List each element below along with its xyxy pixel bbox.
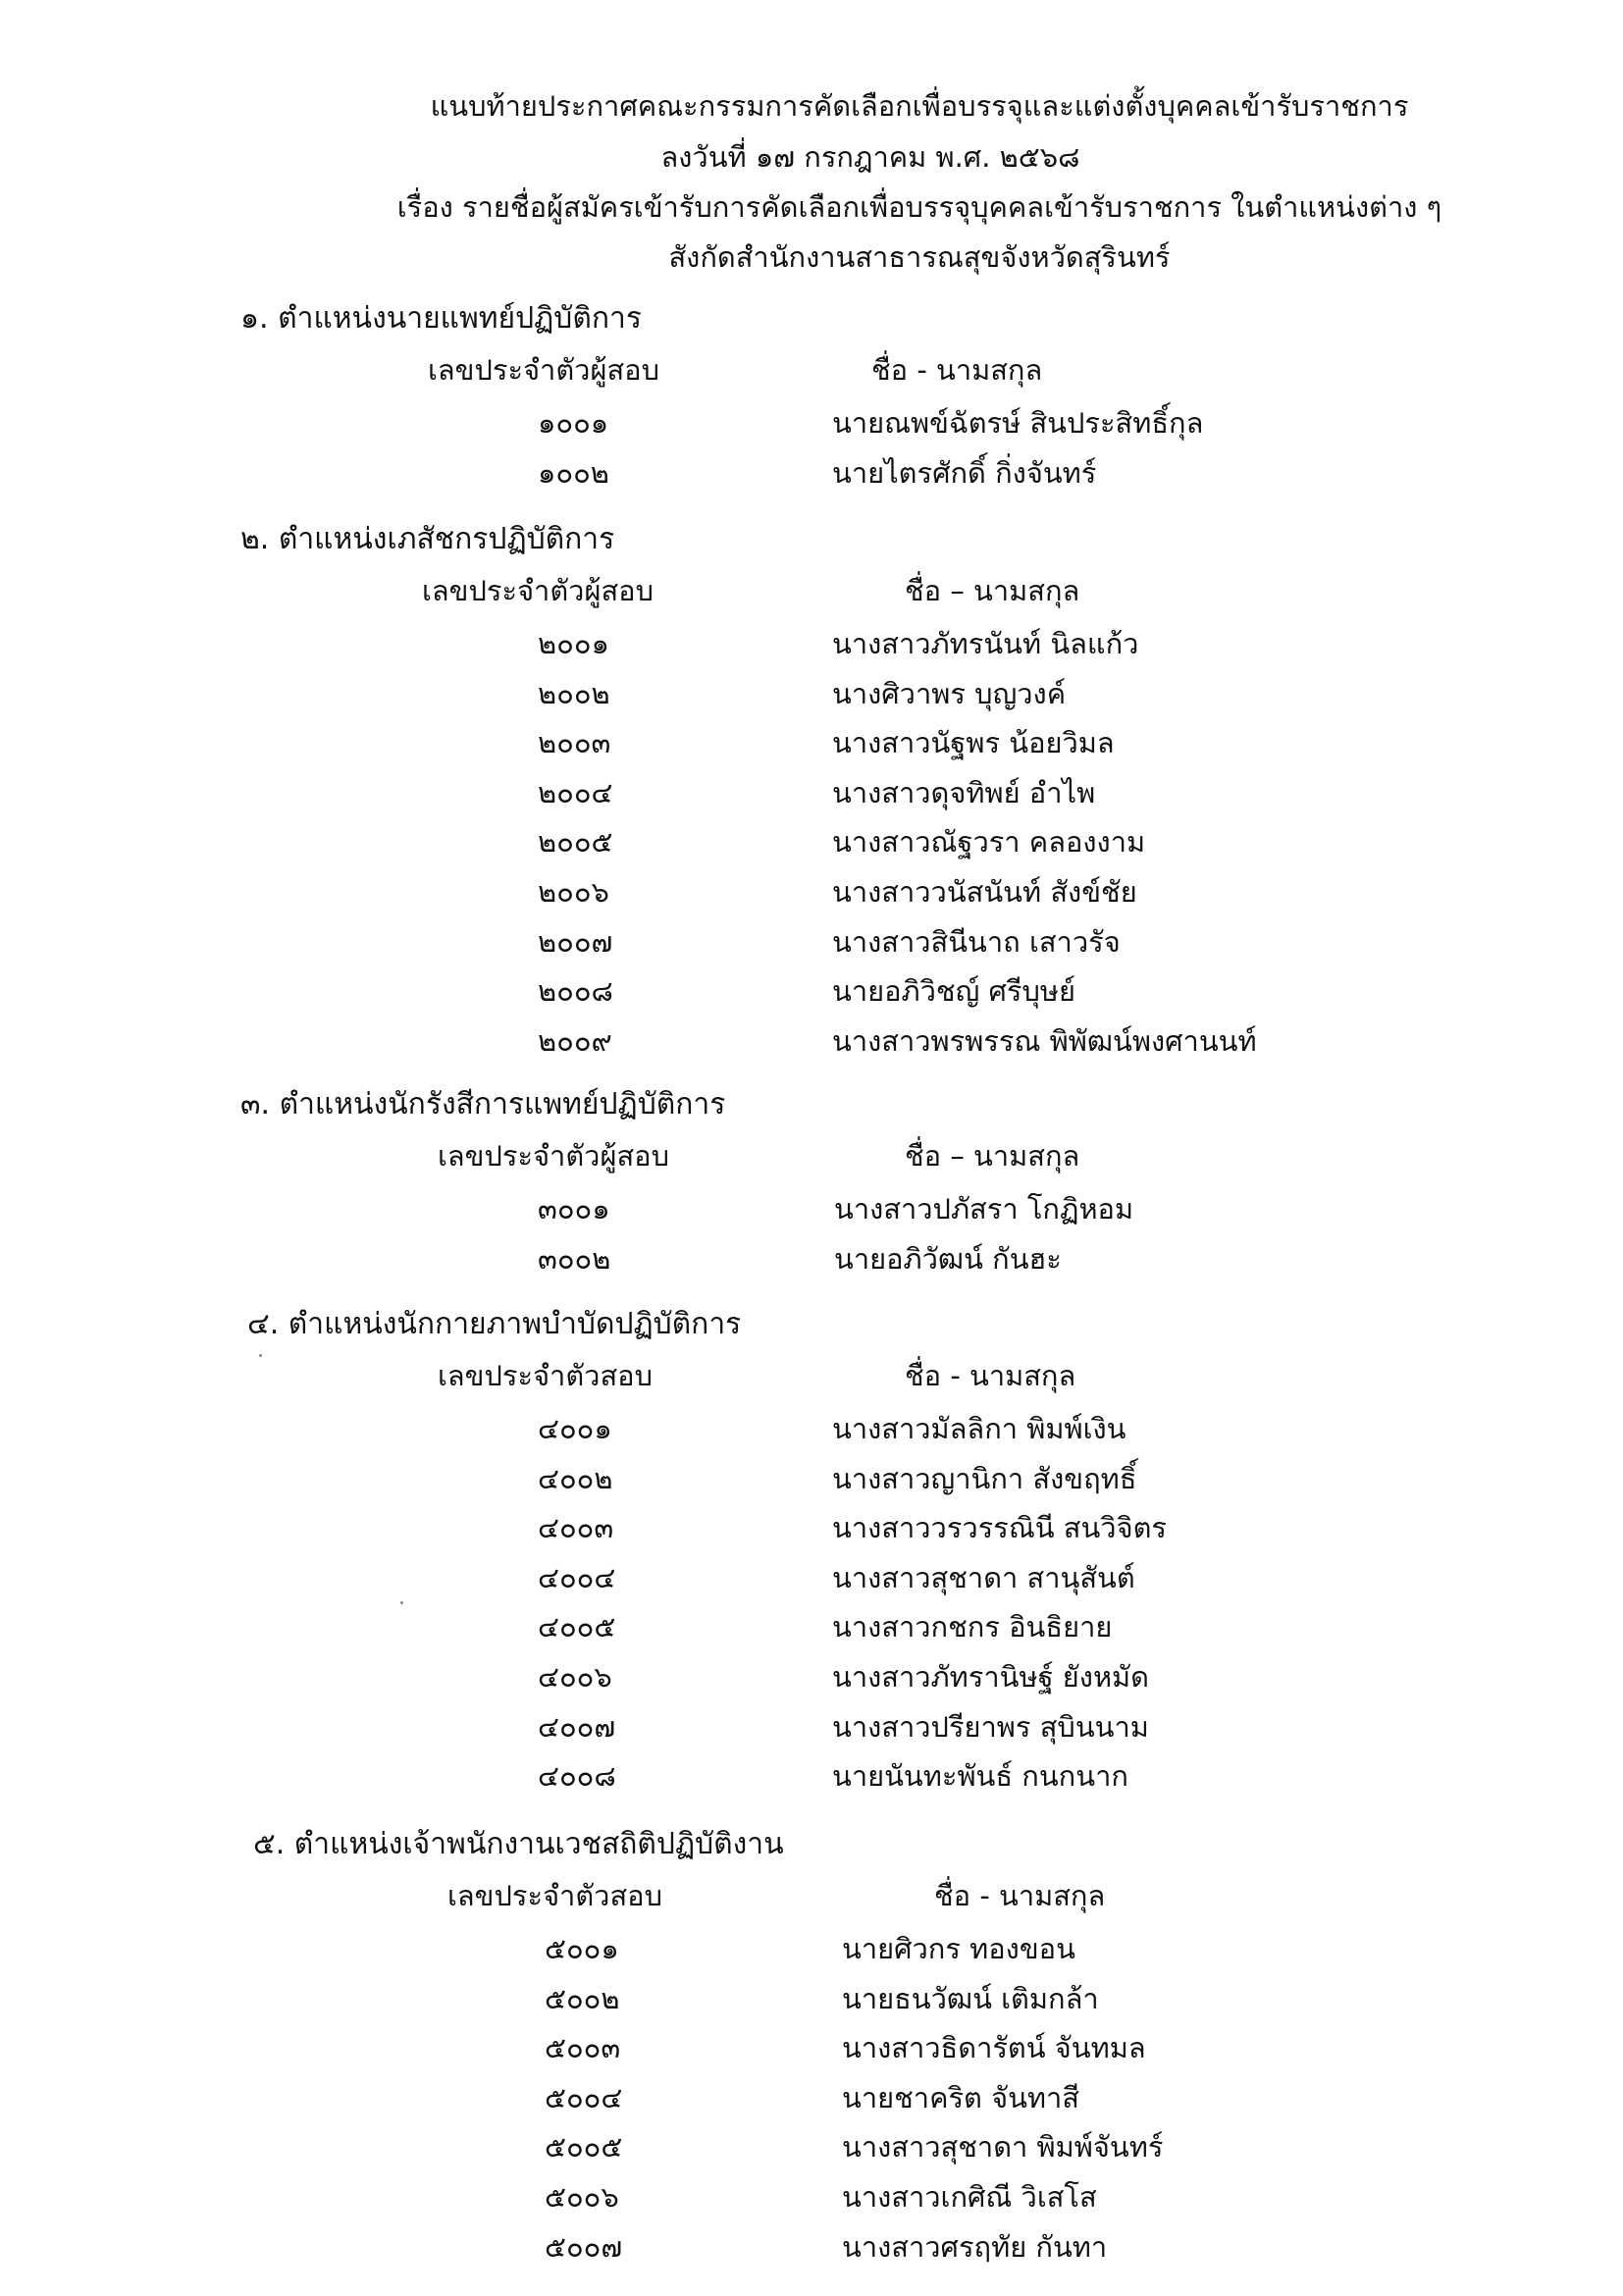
candidate-id: ๔๐๐๗ bbox=[538, 1710, 616, 1744]
candidate-name: นางศิวาพร บุญวงค์ bbox=[832, 677, 1067, 710]
scan-speck bbox=[400, 1601, 403, 1604]
candidate-id: ๒๐๐๔ bbox=[538, 776, 613, 809]
section-title: ๓. ตำแหน่งนักรังสีการแพทย์ปฏิบัติการ bbox=[240, 1087, 726, 1122]
candidate-id: ๒๐๐๘ bbox=[538, 974, 613, 1008]
candidate-name: นางสาวเกศิณี วิเสโส bbox=[842, 2180, 1097, 2214]
candidate-id: ๒๐๐๑ bbox=[538, 627, 609, 660]
id-column-header: เลขประจำตัวผู้สอบ bbox=[422, 574, 654, 607]
header-line-2: ลงวันที่ ๑๗ กรกฎาคม พ.ศ. ๒๕๖๘ bbox=[660, 140, 1080, 174]
candidate-name: นายธนวัฒน์ เติมกล้า bbox=[842, 1982, 1099, 2015]
candidate-name: นางสาวปภัสรา โกฏิหอม bbox=[834, 1192, 1134, 1226]
section-title: ๕. ตำแหน่งเจ้าพนักงานเวชสถิติปฏิบัติงาน bbox=[253, 1827, 784, 1861]
id-column-header: เลขประจำตัวผู้สอบ bbox=[428, 353, 659, 387]
candidate-name: นางสาวภัทรานิษฐ์ ยังหมัด bbox=[832, 1660, 1150, 1694]
candidate-name: นายศิวกร ทองขอน bbox=[842, 1932, 1075, 1965]
candidate-name: นางสาวศรฤทัย กันทา bbox=[842, 2230, 1108, 2264]
candidate-name: นายนันทะพันธ์ กนกนาก bbox=[832, 1759, 1128, 1793]
candidate-id: ๓๐๐๑ bbox=[538, 1192, 610, 1226]
header-line-1: แนบท้ายประกาศคณะกรรมการคัดเลือกเพื่อบรรจุและแต่งตั้งบุคคลเข้ารับราชการ bbox=[430, 89, 1409, 123]
name-column-header: ชื่อ – นามสกุล bbox=[905, 1139, 1080, 1173]
candidate-id: ๔๐๐๔ bbox=[538, 1561, 616, 1594]
section-title: ๒. ตำแหน่งเภสัชกรปฏิบัติการ bbox=[240, 522, 615, 556]
name-column-header: ชื่อ - นามสกุล bbox=[905, 1359, 1076, 1392]
candidate-name: นางสาวดุจทิพย์ อำไพ bbox=[832, 776, 1096, 809]
candidate-id: ๓๐๐๒ bbox=[538, 1242, 611, 1276]
candidate-name: นางสาวสุชาดา สานุสันต์ bbox=[832, 1561, 1135, 1594]
candidate-name: นางสาวภัทรนันท์ นิลแก้ว bbox=[832, 627, 1139, 660]
candidate-id: ๕๐๐๓ bbox=[545, 2031, 621, 2064]
candidate-id: ๔๐๐๕ bbox=[538, 1610, 616, 1644]
candidate-id: ๒๐๐๒ bbox=[538, 677, 610, 710]
candidate-id: ๑๐๐๒ bbox=[538, 456, 609, 490]
id-column-header: เลขประจำตัวสอบ bbox=[438, 1359, 653, 1392]
candidate-name: นายไตรศักดิ์ กิ่งจันทร์ bbox=[832, 456, 1097, 490]
candidate-name: นางสาวปรียาพร สุบินนาม bbox=[832, 1710, 1149, 1744]
candidate-name: นางสาวสุชาดา พิมพ์จันทร์ bbox=[842, 2130, 1164, 2164]
candidate-name: นายอภิวิชญ์ ศรีบุษย์ bbox=[832, 974, 1076, 1008]
candidate-name: นางสาววนัสนันท์ สังข์ชัย bbox=[832, 875, 1137, 909]
name-column-header: ชื่อ – นามสกุล bbox=[905, 574, 1080, 607]
id-column-header: เลขประจำตัวสอบ bbox=[447, 1879, 662, 1912]
candidate-name: นางสาวนัฐพร น้อยวิมล bbox=[832, 726, 1115, 759]
candidate-id: ๕๐๐๑ bbox=[545, 1932, 619, 1965]
candidate-name: นางสาวมัลลิกา พิมพ์เงิน bbox=[832, 1412, 1126, 1445]
candidate-id: ๕๐๐๕ bbox=[545, 2130, 623, 2164]
id-column-header: เลขประจำตัวผู้สอบ bbox=[438, 1139, 669, 1173]
candidate-id: ๔๐๐๖ bbox=[538, 1660, 612, 1694]
candidate-name: นางสาวพรพรรณ พิพัฒน์พงศานนท์ bbox=[832, 1024, 1257, 1058]
candidate-name: นางสาวสินีนาถ เสาวรัจ bbox=[832, 925, 1121, 959]
section-title: ๑. ตำแหน่งนายแพทย์ปฏิบัติการ bbox=[240, 301, 642, 336]
candidate-id: ๒๐๐๓ bbox=[538, 726, 611, 759]
candidate-id: ๒๐๐๕ bbox=[538, 825, 613, 859]
candidate-name: นางสาวธิดารัตน์ จันทมล bbox=[842, 2031, 1146, 2064]
candidate-id: ๕๐๐๒ bbox=[545, 1982, 620, 2015]
candidate-name: นายชาคริต จันทาสี bbox=[842, 2081, 1080, 2114]
candidate-id: ๑๐๐๑ bbox=[538, 406, 609, 440]
candidate-id: ๕๐๐๗ bbox=[545, 2230, 623, 2264]
name-column-header: ชื่อ - นามสกุล bbox=[934, 1879, 1106, 1912]
candidate-name: นางสาววรวรรณินี สนวิจิตร bbox=[832, 1511, 1167, 1544]
candidate-id: ๒๐๐๖ bbox=[538, 875, 609, 909]
candidate-id: ๔๐๐๓ bbox=[538, 1511, 614, 1544]
candidate-name: นางสาวญานิกา สังขฤทธิ์ bbox=[832, 1462, 1137, 1495]
header-line-3: เรื่อง รายชื่อผู้สมัครเข้ารับการคัดเลือกเพื่อบรรจุบุคคลเข้ารับราชการ ในตำแหน่งต่าง ๆ bbox=[396, 190, 1442, 224]
candidate-id: ๕๐๐๖ bbox=[545, 2180, 619, 2214]
candidate-name: นางสาวณัฐวรา คลองงาม bbox=[832, 825, 1146, 859]
candidate-id: ๒๐๐๙ bbox=[538, 1024, 612, 1058]
header-line-4: สังกัดสำนักงานสาธารณสุขจังหวัดสุรินทร์ bbox=[668, 240, 1171, 274]
candidate-id: ๔๐๐๑ bbox=[538, 1412, 612, 1445]
candidate-id: ๔๐๐๒ bbox=[538, 1462, 613, 1495]
candidate-id: ๕๐๐๔ bbox=[545, 2081, 623, 2114]
candidate-name: นางสาวกชกร อินธิยาย bbox=[832, 1610, 1113, 1644]
candidate-id: ๒๐๐๗ bbox=[538, 925, 613, 959]
section-title: ๔. ตำแหน่งนักกายภาพบำบัดปฏิบัติการ bbox=[247, 1307, 742, 1341]
scan-speck bbox=[259, 1354, 262, 1357]
candidate-id: ๔๐๐๘ bbox=[538, 1759, 616, 1793]
name-column-header: ชื่อ - นามสกุล bbox=[871, 353, 1043, 387]
candidate-name: นายณพข์ฉัตรษ์ สินประสิทธิ์กุล bbox=[832, 406, 1204, 440]
candidate-name: นายอภิวัฒน์ กันฮะ bbox=[834, 1242, 1062, 1276]
